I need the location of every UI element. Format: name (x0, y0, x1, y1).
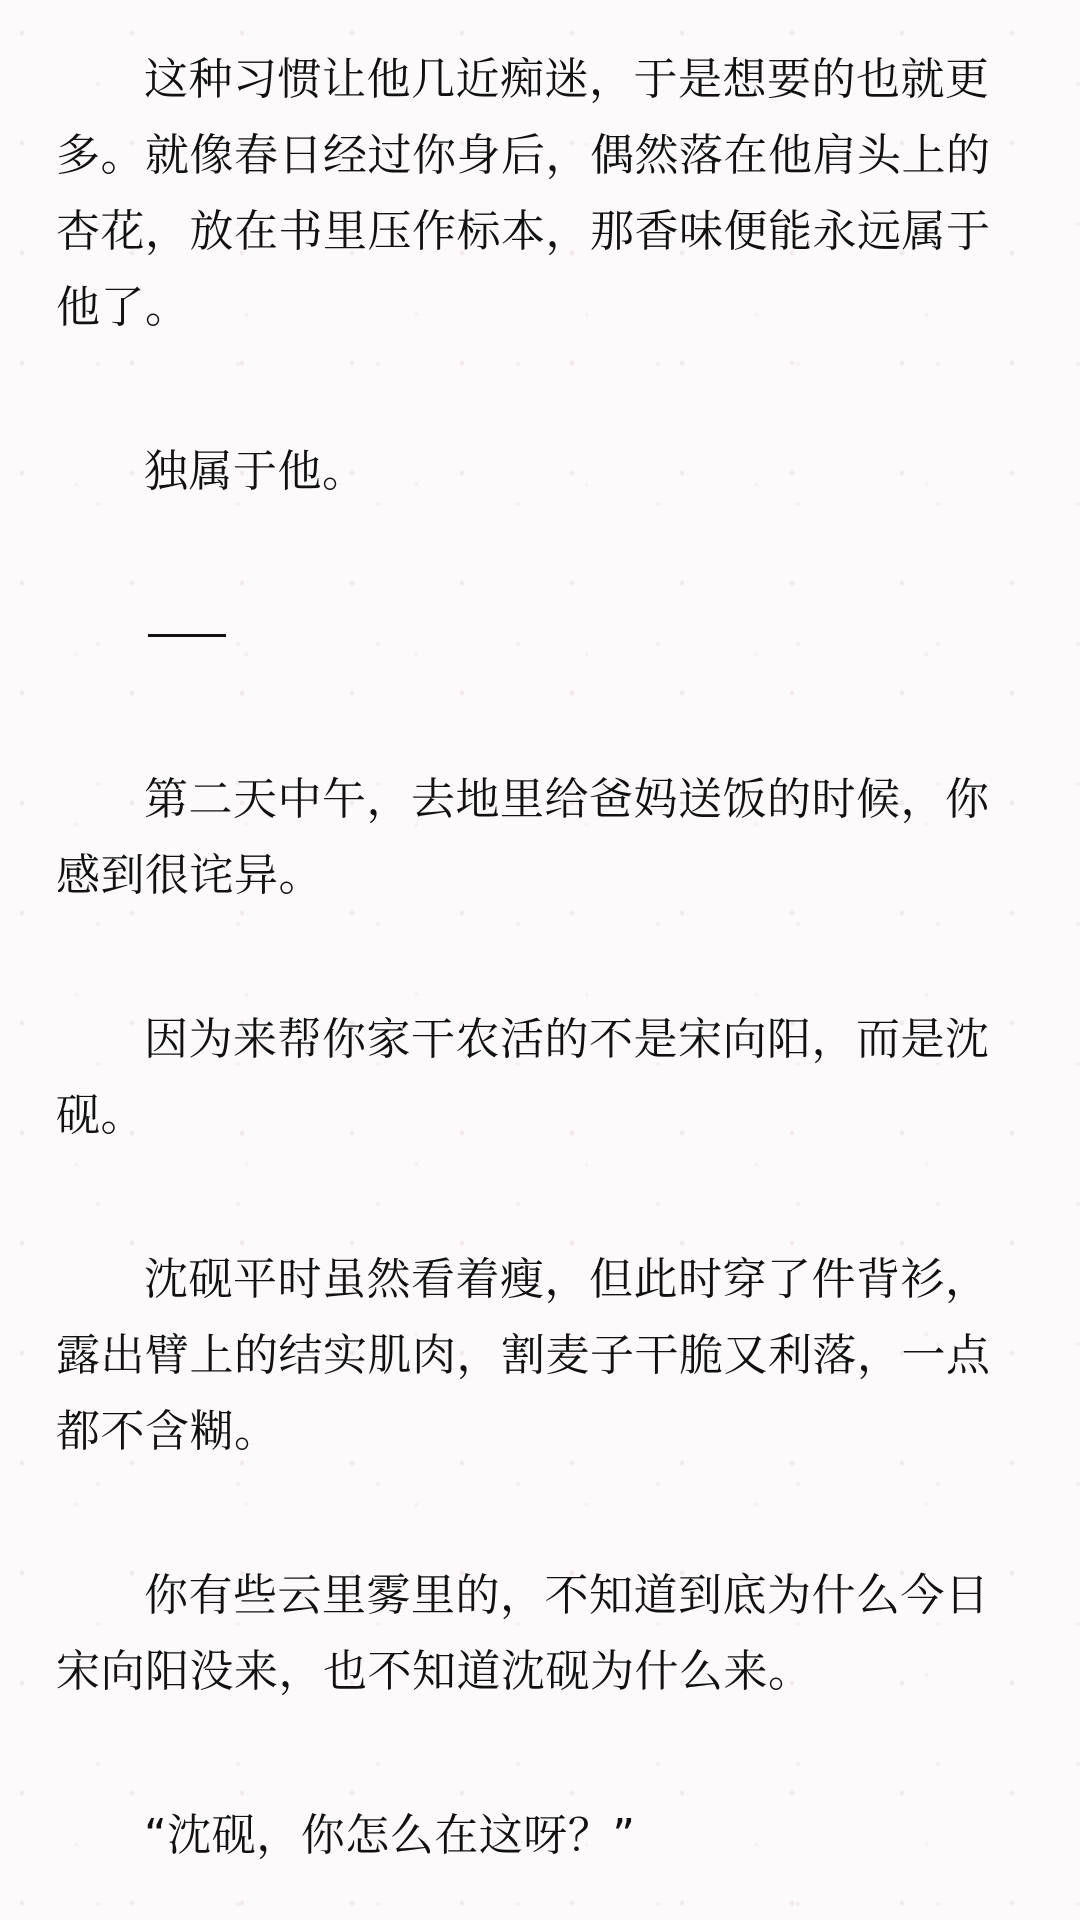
paragraph-3: 第二天中午，去地里给爸妈送饭的时候，你感到很诧异。 (56, 774, 990, 901)
paragraph-6: 你有些云里雾里的，不知道到底为什么今日宋向阳没来，也不知道沈砚为什么来。 (56, 1570, 990, 1697)
paragraph-5: 沈砚平时虽然看着瘦，但此时穿了件背衫，露出臂上的结实肌肉，割麦子干脆又利落，一点都不含糊。 (56, 1254, 991, 1457)
paragraph-4: 因为来帮你家干农活的不是宋向阳，而是沈砚。 (56, 1014, 990, 1141)
paragraph-2: 独属于他。 (144, 446, 367, 497)
divider-line (148, 634, 226, 637)
paragraph-7: “沈砚，你怎么在这呀？” (144, 1810, 636, 1861)
paragraph-1: 这种习惯让他几近痴迷，于是想要的也就更多。就像春日经过你身后，偶然落在他肩头上的杏花，放在书里压作标本，那香味便能永远属于他了。 (56, 54, 991, 333)
section-divider (56, 598, 1024, 674)
